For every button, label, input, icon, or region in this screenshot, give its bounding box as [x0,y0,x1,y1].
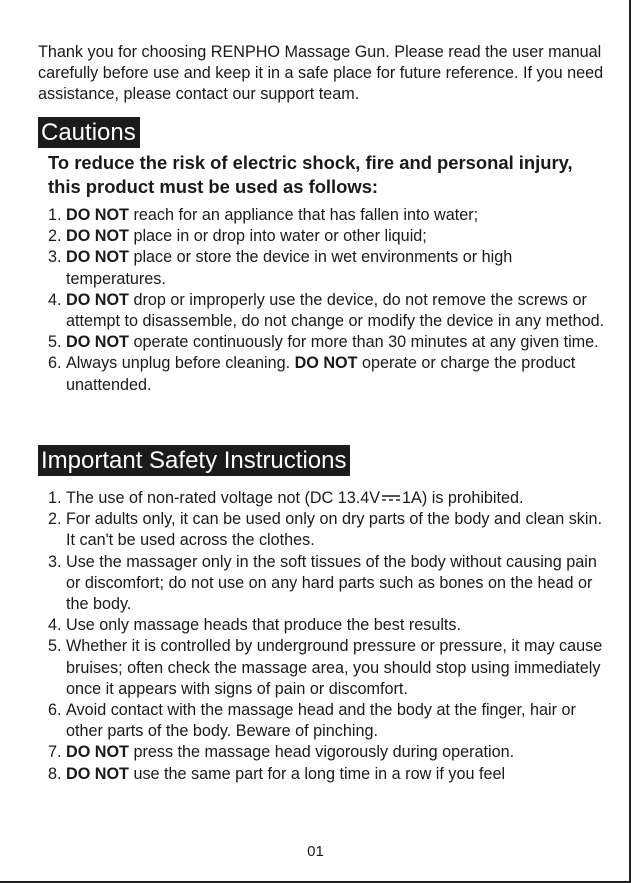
item-text: operate or charge the product unattended. [66,354,576,394]
dc-current-icon [381,494,401,502]
item-number: 3. [48,248,62,267]
caution-item-6 [48,353,613,395]
safety-item-4 [48,615,613,636]
item-text: reach for an appliance that has fallen into water; [128,206,479,224]
caution-item-5 [48,332,613,353]
safety-item-2 [48,509,613,551]
item-number: 4. [48,290,62,309]
item-number: 2. [48,227,62,246]
safety-item-6 [48,700,613,742]
item-number: 4. [48,616,62,635]
do-not-label: DO NOT [66,227,129,246]
item-number: 3. [48,552,62,571]
page-number: 01 [307,843,324,860]
cautions-lead: To reduce the risk of electric shock, fire and personal injury, this product must be used as follows: [48,152,573,197]
item-text-prefix: Always unplug before cleaning. [66,354,295,373]
item-text-prefix: The use of non-rated voltage not (DC 13.4V [66,489,381,507]
do-not-label: DO NOT [66,290,129,309]
caution-item-1 [48,205,613,226]
item-number: 1. [48,206,62,224]
item-text: place or store the device in wet environments or high temperatures. [66,248,513,288]
do-not-label: DO NOT [66,248,129,267]
intro-paragraph: Thank you for choosing RENPHO Massage Gun. Please read the user manual carefully before use and keep it in a safe place for future reference. If you need assistance, please contact our support team. [38,43,604,103]
item-number: 5. [48,333,62,352]
safety-item-1 [48,488,613,509]
item-text: Use only massage heads that produce the best results. [66,616,462,635]
item-text: Use the massager only in the soft tissues of the body without causing pain or discomfort; do not use on any hard parts such as bones on the head or the body. [66,552,597,614]
item-text: Avoid contact with the massage head and the body at the finger, hair or other parts of the body. Beware of pinching. [66,701,576,741]
safety-item-8 [48,764,613,785]
item-number: 2. [48,510,62,529]
safety-heading: Important Safety Instructions [38,445,350,476]
safety-item-7 [48,742,613,763]
item-text: drop or improperly use the device, do not remove the screws or attempt to disassemble, do not change or modify the device in any method. [66,290,605,331]
cautions-list [48,205,613,396]
item-number: 6. [48,354,62,373]
item-number: 1. [48,489,62,507]
item-number: 5. [48,637,62,656]
caution-item-4 [48,290,613,332]
do-not-label: DO NOT [66,764,129,783]
do-not-label: DO NOT [294,354,358,373]
item-text: press the massage head vigorously during operation. [128,743,515,762]
cautions-heading: Cautions [38,117,140,148]
item-number: 7. [48,743,62,762]
do-not-label: DO NOT [66,743,129,762]
safety-item-3 [48,552,613,616]
item-text-suffix: 1A) is prohibited. [402,489,524,507]
safety-item-5 [48,636,613,700]
do-not-label: DO NOT [66,206,129,224]
caution-item-2 [48,226,613,247]
item-text: Whether it is controlled by underground pressure or pressure, it may cause bruises; often check the massage area, you should stop using immediately once it appears with signs of pain or discomfort. [66,637,603,698]
item-text: operate continuously for more than 30 minutes at any given time. [128,333,599,352]
item-text: use the same part for a long time in a row if you feel [128,764,506,783]
safety-list [48,488,613,785]
item-number: 6. [48,701,62,720]
do-not-label: DO NOT [66,333,129,352]
item-text: For adults only, it can be used only on dry parts of the body and clean skin. It can't be used across the clothes. [66,510,602,550]
item-number: 8. [48,764,62,783]
item-text: place in or drop into water or other liquid; [128,227,427,246]
caution-item-3 [48,247,613,289]
